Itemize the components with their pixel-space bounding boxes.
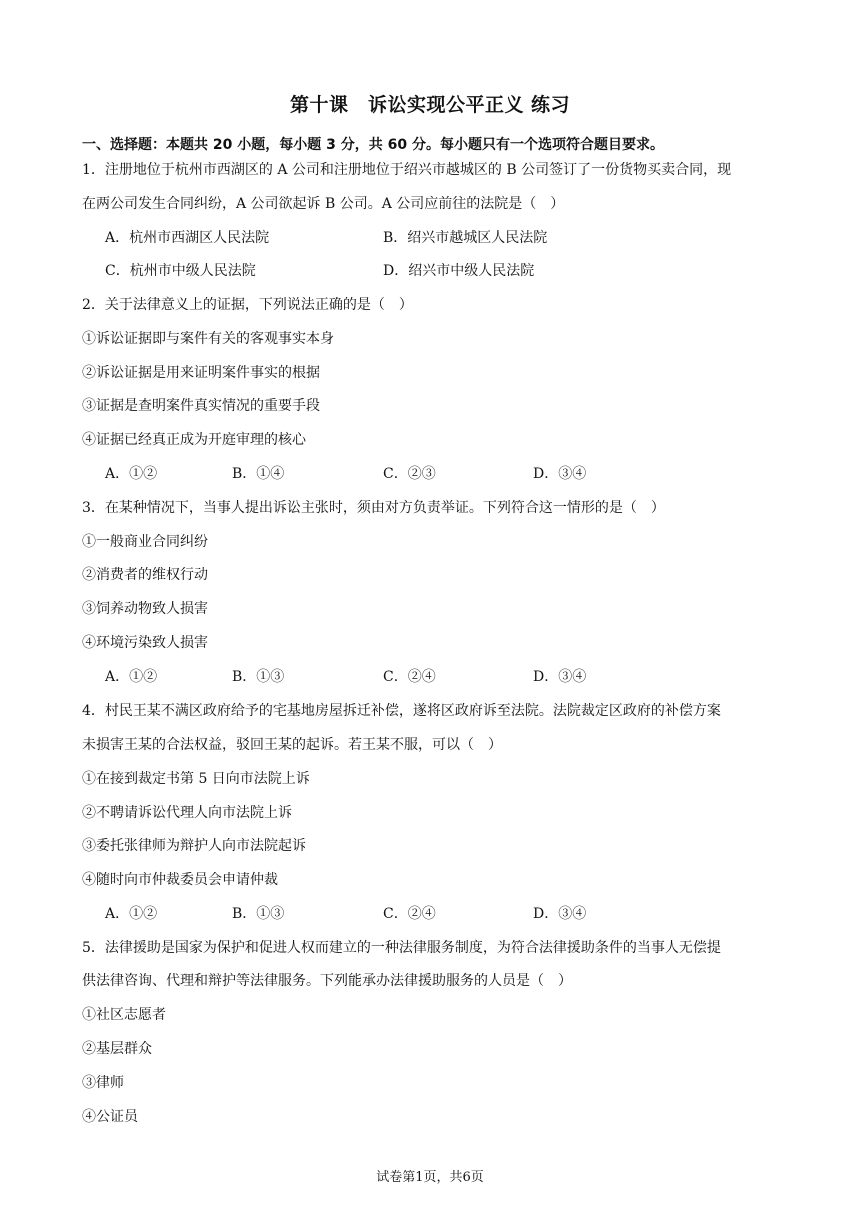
question-2-item-2: ②诉讼证据是用来证明案件事实的根据 — [82, 365, 320, 381]
question-3-item-1: ①一般商业合同纠纷 — [82, 534, 208, 550]
question-3-item-4: ④环境污染致人损害 — [82, 635, 208, 651]
section-heading: 一、选择题：本题共 20 小题，每小题 3 分，共 60 分。每小题只有一个选项符合题目要求。 — [82, 137, 664, 153]
question-4-item-1: ①在接到裁定书第 5 日向市法院上诉 — [82, 771, 310, 787]
question-2-item-1: ①诉讼证据即与案件有关的客观事实本身 — [82, 331, 334, 347]
question-3-option-c: C．②④ — [383, 669, 436, 685]
page-footer: 试卷第1页，共6页 — [376, 1170, 484, 1185]
question-2-stem: 2．关于法律意义上的证据，下列说法正确的是（ ） — [82, 297, 413, 313]
question-2-option-c: C．②③ — [383, 466, 436, 482]
question-1-option-b: B．绍兴市越城区人民法院 — [383, 230, 548, 246]
question-2-item-4: ④证据已经真正成为开庭审理的核心 — [82, 432, 306, 448]
question-3-item-3: ③饲养动物致人损害 — [82, 601, 208, 617]
question-1-option-d: D．绍兴市中级人民法院 — [383, 263, 535, 279]
question-5-item-2: ②基层群众 — [82, 1041, 152, 1057]
page-title: 第十课 诉讼实现公平正义 练习 — [289, 94, 571, 116]
question-2-option-b: B．①④ — [232, 466, 285, 482]
question-5-item-1: ①社区志愿者 — [82, 1007, 166, 1023]
question-3-item-2: ②消费者的维权行动 — [82, 567, 208, 583]
question-4-item-3: ③委托张律师为辩护人向市法院起诉 — [82, 838, 306, 854]
question-3-option-b: B．①③ — [232, 669, 285, 685]
question-2-option-a: A．①② — [105, 466, 158, 482]
question-4-item-4: ④随时向市仲裁委员会申请仲裁 — [82, 872, 278, 888]
question-3-option-a: A．①② — [105, 669, 158, 685]
question-4-option-d: D．③④ — [533, 906, 587, 922]
question-4-option-c: C．②④ — [383, 906, 436, 922]
question-1-stem-line-2: 在两公司发生合同纠纷，A 公司欲起诉 B 公司。A 公司应前往的法院是（ ） — [82, 196, 565, 212]
question-4-stem-line-2: 未损害王某的合法权益，驳回王某的起诉。若王某不服，可以（ ） — [82, 737, 502, 753]
question-1-option-c: C．杭州市中级人民法院 — [105, 263, 256, 279]
question-4-item-2: ②不聘请诉讼代理人向市法院上诉 — [82, 805, 292, 821]
question-5-stem-line-2: 供法律咨询、代理和辩护等法律服务。下列能承办法律援助服务的人员是（ ） — [82, 973, 572, 989]
question-3-option-d: D．③④ — [533, 669, 587, 685]
question-5-stem-line-1: 5．法律援助是国家为保护和促进人权而建立的一种法律服务制度，为符合法律援助条件的当事人无偿提 — [82, 940, 721, 956]
question-4-option-b: B．①③ — [232, 906, 285, 922]
question-1-option-a: A．杭州市西湖区人民法院 — [105, 230, 270, 246]
question-3-stem: 3．在某种情况下，当事人提出诉讼主张时，须由对方负责举证。下列符合这一情形的是（ ） — [82, 500, 665, 516]
question-4-stem-line-1: 4．村民王某不满区政府给予的宅基地房屋拆迁补偿，遂将区政府诉至法院。法院裁定区政府的补偿方案 — [82, 703, 721, 719]
question-2-option-d: D．③④ — [533, 466, 587, 482]
question-5-item-3: ③律师 — [82, 1075, 124, 1091]
question-5-item-4: ④公证员 — [82, 1109, 138, 1125]
question-2-item-3: ③证据是查明案件真实情况的重要手段 — [82, 398, 320, 414]
question-1-stem-line-1: 1．注册地位于杭州市西湖区的 A 公司和注册地位于绍兴市越城区的 B 公司签订了一份货物买卖合同，现 — [82, 162, 732, 178]
question-4-option-a: A．①② — [105, 906, 158, 922]
